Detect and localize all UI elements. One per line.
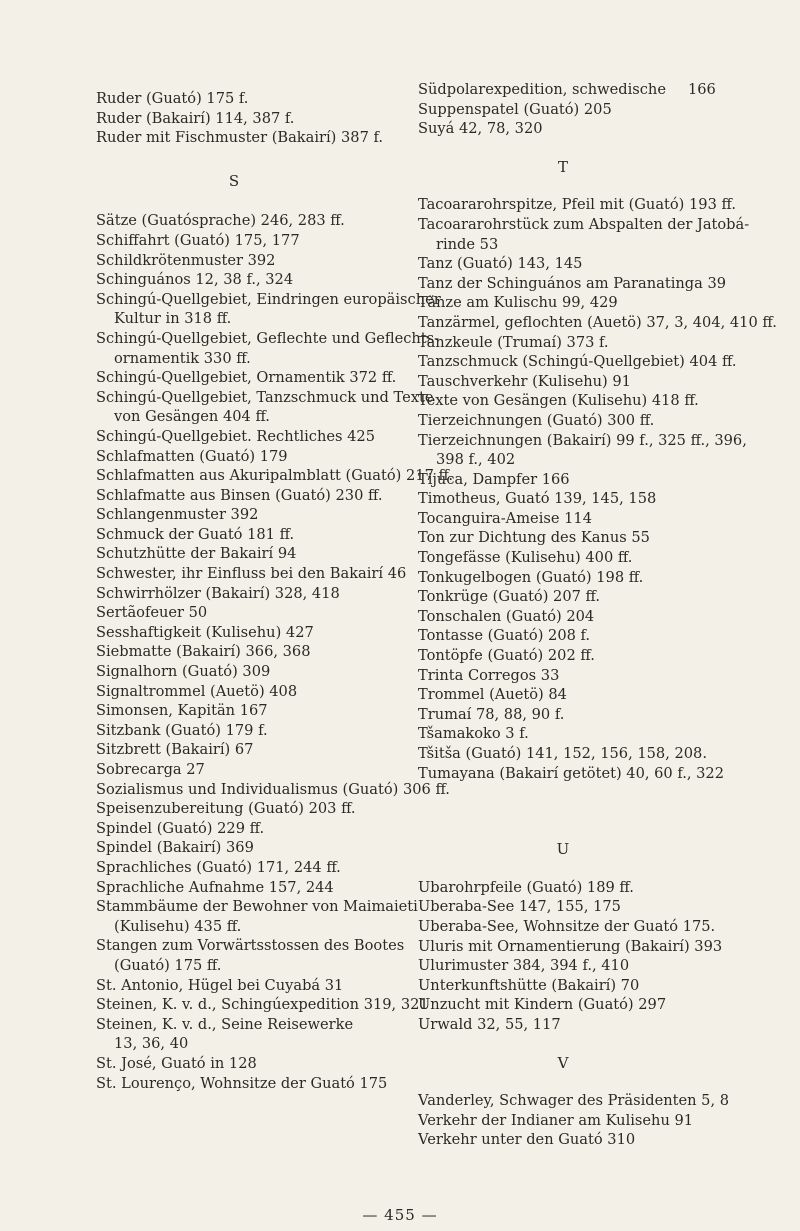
index-entry: Tacoararohrspitze, Pfeil mit (Guató) 193 ff. (418, 196, 736, 214)
index-entry: 398 f., 402 (436, 451, 516, 469)
index-entry: Trinta Corregos 33 (418, 666, 560, 684)
index-entry: (Kulisehu) 435 ff. (114, 917, 242, 935)
index-entry: Verkehr der Indianer am Kulisehu 91 (418, 1111, 694, 1129)
index-entry: Speisenzubereitung (Guató) 203 ff. (96, 800, 356, 818)
index-entry: Tanz (Guató) 143, 145 (418, 255, 583, 273)
section-gap (418, 783, 718, 821)
index-entry: Simonsen, Kapitän 167 (96, 702, 268, 720)
index-entry: rinde 53 (436, 235, 499, 253)
index-entry: Tonkrüge (Guató) 207 ff. (418, 588, 601, 606)
index-entry: Tonkugelbogen (Guató) 198 ff. (418, 568, 644, 586)
index-entry: von Gesängen 404 ff. (114, 408, 270, 426)
index-entry: Steinen, K. v. d., Seine Reisewerke (96, 1015, 354, 1033)
page-number: 166 (687, 81, 716, 98)
left-column (96, 89, 453, 1093)
index-entry: Schlafmatte aus Binsen (Guató) 230 ff. (96, 486, 383, 504)
index-entry: Ton zur Dichtung des Kanus 55 (418, 529, 650, 547)
index-entry: Tierzeichnungen (Bakairí) 99 f., 325 ff., 396, (418, 431, 747, 449)
section-letter-s: S (228, 171, 240, 190)
section-letter-u: U (556, 840, 570, 859)
index-entry: St. Antonio, Hügel bei Cuyabá 31 (96, 976, 344, 994)
index-entry: Schingú-Quellgebiet, Geflechte und Geflechts- (96, 329, 440, 347)
index-entry: Sobrecarga 27 (96, 761, 205, 778)
index-entry: Tanzschmuck (Schingú-Quellgebiet) 404 ff. (418, 353, 737, 371)
index-entry: Tanzkeule (Trumaí) 373 f. (418, 333, 609, 351)
index-entry: Stangen zum Vorwärtsstossen des Bootes (96, 937, 405, 955)
index-entry: Signalhorn (Guató) 309 (96, 663, 271, 681)
left-top-entries (96, 89, 396, 148)
index-entry: Ruder (Guató) 175 f. (96, 90, 249, 107)
index-entry: Schiffahrt (Guató) 175, 177 (96, 231, 300, 249)
index-entry: Steinen, K. v. d., Schingúexpedition 319, 321 (96, 996, 429, 1014)
index-entry: Schlafmatten aus Akuripalmblatt (Guató) 217 ff. (96, 467, 453, 485)
right-column (418, 80, 777, 1150)
index-entry: Spindel (Guató) 229 ff. (96, 819, 265, 837)
index-entry: Uluris mit Ornamentierung (Bakairí) 393 (418, 937, 723, 955)
index-entry: ornamentik 330 ff. (114, 349, 251, 367)
index-entry: Tšamakoko 3 f. (418, 725, 529, 743)
index-entry: Ulurimuster 384, 394 f., 410 (418, 957, 630, 975)
index-entry: Sozialismus und Individualismus (Guató) 306 ff. (96, 780, 450, 798)
section-v-entries (418, 1091, 730, 1150)
index-entry: Tanz der Schinguános am Paranatinga 39 (418, 274, 727, 292)
index-entry: Tierzeichnungen (Guató) 300 ff. (418, 411, 655, 429)
index-entry: Tänze am Kulischu 99, 429 (418, 294, 618, 312)
index-entry: Sertãofeuer 50 (96, 604, 208, 622)
index-entry: Schlafmatten (Guató) 179 (96, 447, 288, 465)
index-entry: Suyá 42, 78, 320 (418, 120, 543, 138)
index-entry: Urwald 32, 55, 117 (418, 1015, 561, 1033)
index-entry: 13, 36, 40 (114, 1035, 189, 1053)
index-entry: Tijuca, Dampfer 166 (418, 470, 570, 488)
index-entry: Schingú-Quellgebiet, Eindringen europäischer (96, 290, 441, 308)
index-entry: St. José, Guató in 128 (96, 1054, 257, 1072)
index-entry: Signaltrommel (Auetö) 408 (96, 682, 298, 700)
folio: — 455 — (362, 1206, 438, 1224)
index-entry: (Guató) 175 ff. (114, 956, 222, 974)
index-entry: Schinguános 12, 38 f., 324 (96, 271, 294, 289)
index-entry: Schutzhütte der Bakairí 94 (96, 545, 297, 563)
index-entry: Stammbäume der Bewohner von Maimaieti (96, 898, 418, 916)
index-entry: Kultur in 318 ff. (114, 310, 232, 328)
index-entry: Sitzbrett (Bakairí) 67 (96, 741, 254, 759)
index-entry: Tontöpfe (Guató) 202 ff. (418, 647, 595, 665)
running-head (418, 80, 718, 100)
index-entry: Schwirrhölzer (Bakairí) 328, 418 (96, 584, 340, 602)
index-entry: Schingú-Quellgebiet, Tanzschmuck und Texte (96, 388, 434, 406)
index-entry: Tongefässe (Kulisehu) 400 ff. (418, 549, 633, 567)
index-entry: Trumaí 78, 88, 90 f. (418, 705, 565, 723)
index-entry: Tauschverkehr (Kulisehu) 91 (418, 372, 631, 390)
index-entry: Sitzbank (Guató) 179 f. (96, 721, 268, 739)
index-entry: Sesshaftigkeit (Kulisehu) 427 (96, 623, 314, 641)
index-entry: Tšitša (Guató) 141, 152, 156, 158, 208. (418, 745, 707, 762)
index-entry: Ruder (Bakairí) 114, 387 f. (96, 109, 295, 127)
index-entry: Suppenspatel (Guató) 205 (418, 100, 612, 118)
index-entry: Sätze (Guatósprache) 246, 283 ff. (96, 212, 345, 230)
section-letter-t: T (557, 157, 568, 176)
index-entry: Schildkrötenmuster 392 (96, 251, 276, 269)
index-entry: Schingú-Quellgebiet, Ornamentik 372 ff. (96, 369, 397, 387)
index-entry: Unzucht mit Kindern (Guató) 297 (418, 996, 667, 1014)
index-entry: Tanzärmel, geflochten (Auetö) 37, 3, 404, 410 ff. (418, 313, 777, 331)
index-entry: Tonschalen (Guató) 204 (418, 607, 595, 625)
index-entry: Uberaba-See 147, 155, 175 (418, 898, 621, 916)
section-s-entries (96, 211, 453, 1093)
index-entry: Tontasse (Guató) 208 f. (418, 627, 591, 645)
index-entry: Tacoararohrstück zum Abspalten der Jatobá- (418, 215, 750, 233)
index-entry: Uberaba-See, Wohnsitze der Guató 175. (418, 917, 716, 935)
running-head-title: Südpolarexpedition, schwedische (418, 81, 666, 98)
index-entry: Siebmatte (Bakairí) 366, 368 (96, 643, 311, 661)
index-entry: Schwester, ihr Einfluss bei den Bakairí 46 (96, 565, 407, 583)
index-entry: Tocanguira-Ameise 114 (418, 509, 592, 527)
index-entry: Ubarohrpfeile (Guató) 189 ff. (418, 878, 634, 896)
section-t-entries (418, 195, 777, 783)
index-entry: Ruder mit Fischmuster (Bakairí) 387 f. (96, 129, 384, 147)
index-entry: Sprachliche Aufnahme 157, 244 (96, 878, 334, 896)
index-entry: Schlangenmuster 392 (96, 506, 259, 524)
index-entry: Schingú-Quellgebiet. Rechtliches 425 (96, 427, 375, 445)
right-top-entries (418, 100, 718, 139)
index-entry: Texte von Gesängen (Kulisehu) 418 ff. (418, 392, 699, 410)
index-entry: Trommel (Auetö) 84 (418, 686, 567, 704)
index-entry: Timotheus, Guató 139, 145, 158 (418, 490, 657, 508)
section-letter-v: V (557, 1053, 569, 1072)
index-entry: Sprachliches (Guató) 171, 244 ff. (96, 858, 341, 876)
index-entry: Unterkunftshütte (Bakairí) 70 (418, 976, 640, 994)
index-entry: Vanderley, Schwager des Präsidenten 5, 8 (418, 1092, 730, 1110)
index-entry: Tumayana (Bakairí getötet) 40, 60 f., 322 (418, 764, 725, 782)
index-entry: Schmuck der Guató 181 ff. (96, 525, 295, 543)
index-entry: Verkehr unter den Guató 310 (418, 1131, 636, 1149)
index-entry: Spindel (Bakairí) 369 (96, 839, 254, 857)
section-u-entries (418, 878, 723, 1035)
index-entry: St. Lourenço, Wohnsitze der Guató 175 (96, 1074, 388, 1092)
